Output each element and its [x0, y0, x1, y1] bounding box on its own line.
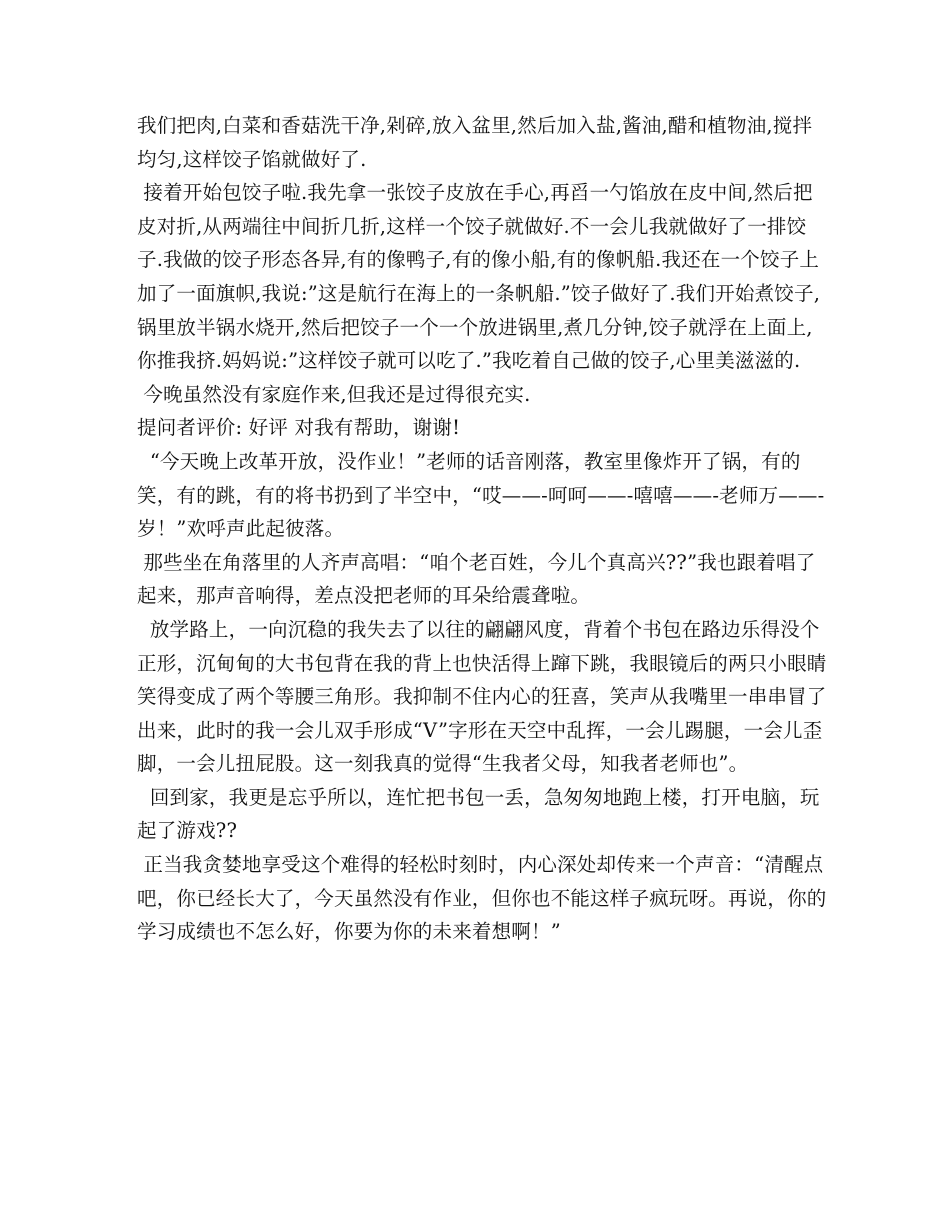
paragraph-singing: 那些坐在角落里的人齐声高唱：“咱个老百姓，今儿个真高兴??”我也跟着唱了起来，那声音响得，差点没把老师的耳朵给震聋啦。 — [137, 550, 816, 608]
paragraph-no-homework-announcement: “今天晚上改革开放，没作业！”老师的话音刚落，教室里像炸开了锅，有的笑，有的跳，有的将书扔到了半空中，“哎——-呵呵——-嘻嘻——-老师万——-岁！”欢呼声此起彼落。 — [137, 449, 825, 541]
paragraph-back-home: 回到家，我更是忘乎所以，连忙把书包一丢，急匆匆地跑上楼，打开电脑，玩起了游戏?? — [137, 785, 820, 843]
paragraph-way-home: 放学路上，一向沉稳的我失去了以往的翩翩风度，背着个书包在路边乐得没个正形，沉甸甸的大书包背在我的背上也快活得上蹿下跳，我眼镜后的两只小眼睛笑得变成了两个等腰三角形。我抑制不住内心的狂喜，笑声从我嘴里一串串冒了出来，此时的我一会儿双手形成“V”字形在天空中乱挥，一会儿踢腿，一会儿歪脚，一会儿扭屁股。这一刻我真的觉得“生我者父母，知我者老师也”。 — [137, 617, 827, 776]
paragraph-wrapping-dumplings: 接着开始包饺子啦.我先拿一张饺子皮放在手心,再舀一勺馅放在皮中间,然后把皮对折,从两端往中间折几折,这样一个饺子就做好.不一会儿我就做好了一排饺子.我做的饺子形态各异,有的像鸭子,有的像小船,有的像帆船.我还在一个饺子上加了一面旗帜,我说:”这是航行在海上的一条帆船.”饺子做好了.我们开始煮饺子,锅里放半锅水烧开,然后把饺子一个一个放进锅里,煮几分钟,饺子就浮在上面上,你推我挤.妈妈说:”这样饺子就可以吃了.”我吃着自己做的饺子,心里美滋滋的. — [137, 181, 821, 373]
paragraph-inner-voice: 正当我贪婪地享受这个难得的轻松时刻时，内心深处却传来一个声音：“清醒点吧，你已经长大了，今天虽然没有作业，但你也不能这样子疯玩呀。再说，你的学习成绩也不怎么好，你要为你的未来着想啊！” — [137, 853, 827, 944]
asker-rating-line: 提问者评价: 好评 对我有帮助，谢谢! — [137, 416, 461, 440]
document-body — [137, 109, 827, 949]
paragraph-evening-summary: 今晚虽然没有家庭作来,但我还是过得很充实. — [137, 382, 531, 406]
paragraph-making-filling: 我们把肉,白菜和香菇洗干净,剁碎,放入盆里,然后加入盐,酱油,醋和植物油,搅拌均匀,这样饺子馅就做好了. — [137, 114, 813, 171]
